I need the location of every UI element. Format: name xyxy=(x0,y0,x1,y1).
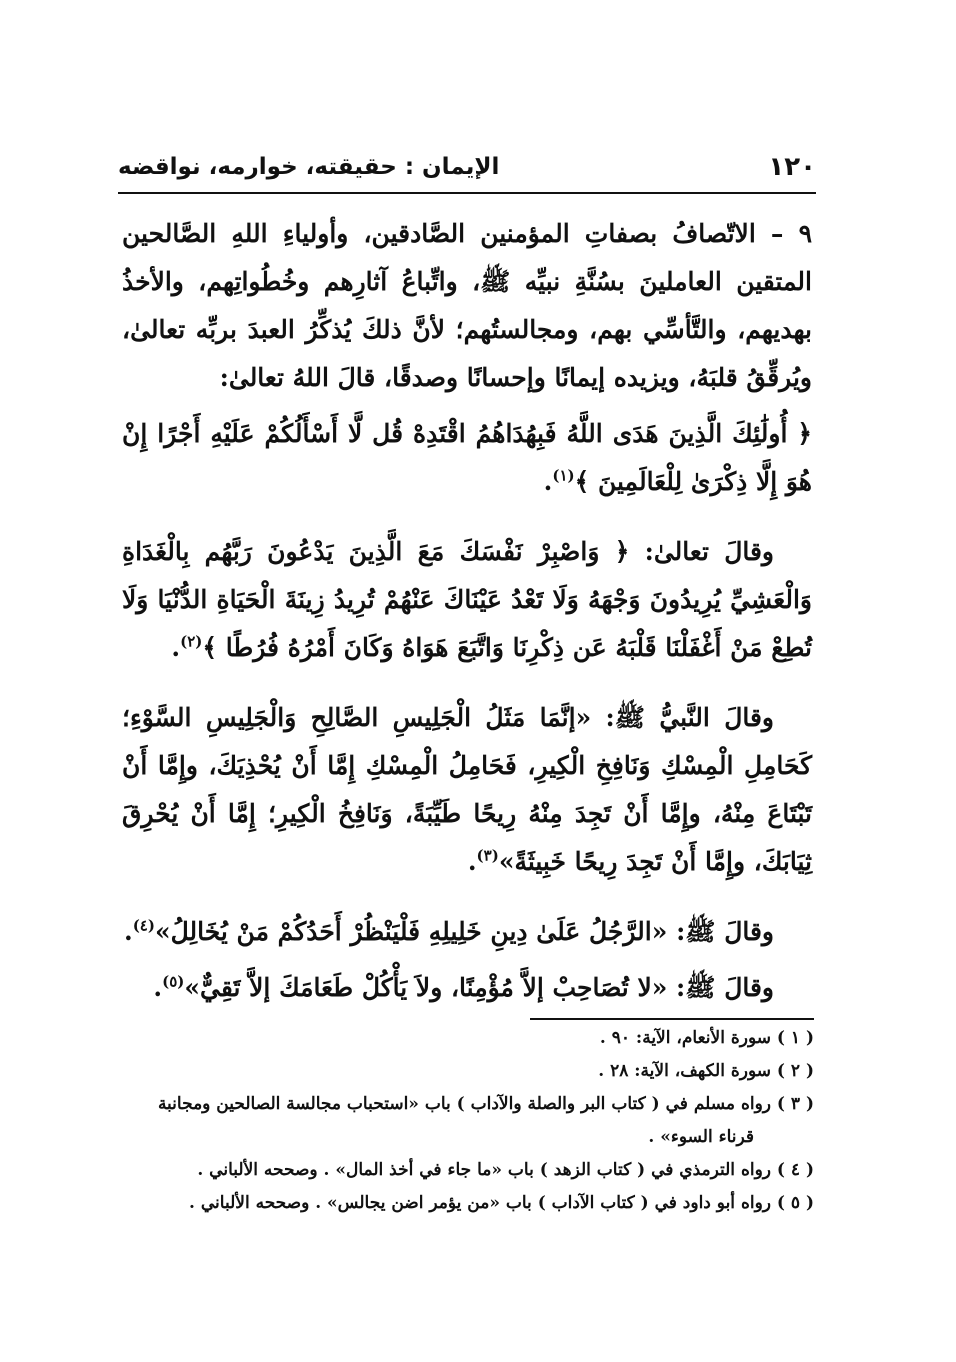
hadith-friend-religion: وقالَ ﷺ: «الرَّجُلُ عَلَىٰ دِينِ خَلِيلِهِ فَلْيَنْظُرْ أَحَدُكُمْ مَنْ يُخَالِلُ»$^{(٤)}$. xyxy=(123,916,774,946)
footnote-ref-5: (٥) xyxy=(162,972,185,991)
ayah-text: ﴿ أُولَٰئِكَ الَّذِينَ هَدَى اللَّهُ فَبِهُدَاهُمُ اقْتَدِهْ قُل لَّا أَسْأَلُكُمْ عَلَيْهِ أَجْرًا إِنْ هُوَ إِلَّا ذِكْرَىٰ لِلْعَالَمِينَ ﴾ xyxy=(122,419,812,496)
footnote-text: سورة الأنعام، الآية: ٩٠ . xyxy=(599,1028,771,1048)
ayah-intro: وقالَ تعالىٰ: xyxy=(629,537,775,566)
hadith-accompany-believer: وقالَ ﷺ: «لا تُصَاحِبْ إلاَّ مُؤْمِنًا، ولاَ يَأْكُلْ طَعَامَكَ إلاَّ تَقِيٌّ»$^{(٥)}$. xyxy=(153,972,774,1002)
footnote-number: ( ٤ ) xyxy=(776,1160,814,1180)
footnote-3 xyxy=(128,1088,814,1154)
hadith-text: وقالَ ﷺ: «الرَّجُلُ عَلَىٰ دِينِ خَلِيلِهِ فَلْيَنْظُرْ أَحَدُكُمْ مَنْ يُخَالِلُ» xyxy=(154,917,774,946)
footnote-ref-3: (٣) xyxy=(476,846,499,865)
page-number: ١٢٠ xyxy=(768,152,816,182)
page-header xyxy=(118,146,816,188)
footnote-ref-2: (٢) xyxy=(180,632,203,651)
footnote-continuation: قرناء السوء» . xyxy=(648,1127,754,1147)
ayah-anam-90: ﴿ أُولَٰئِكَ الَّذِينَ هَدَى اللَّهُ فَبِهُدَاهُمُ اقْتَدِهْ قُل لَّا أَسْأَلُكُمْ عَلَيْهِ أَجْرًا إِنْ هُوَ إِلَّا ذِكْرَىٰ لِلْعَالَمِينَ ﴾$^{(١)}$. xyxy=(122,419,812,496)
footnote-4 xyxy=(128,1154,814,1187)
footnote-ref-1: (١) xyxy=(552,466,575,485)
hadith-good-companion: وقالَ النَّبيُّ ﷺ: «إنَّمَا مَثَلُ الْجَلِيسِ الصَّالِحِ وَالْجَلِيسِ السَّوْءِ؛ كَحَامِلِ الْمِسْكِ وَنَافِخِ الْكِيرِ، فَحَامِلُ الْمِسْكِ إِمَّا أَنْ يُحْذِيَكَ، وإِمَّا أَنْ تَبْتَاعَ مِنْهُ، وإِمَّا أَنْ تَجِدَ مِنْهُ رِيحًا طَيِّبَةً، وَنَافِخُ الْكِيرِ؛ إِمَّا أَنْ يُحْرِقَ ثِيَابَكَ، وإِمَّا أَنْ تَجِدَ رِيحًا خَبِيثَةً»$^{(٣)}$. xyxy=(122,703,812,876)
running-title: الإيمان : حقيقته، خوارمه، نواقضه xyxy=(118,154,500,180)
footnote-2 xyxy=(128,1055,814,1088)
hadith-text: وقالَ ﷺ: «لا تُصَاحِبْ إلاَّ مُؤْمِنًا، ولاَ يَأْكُلْ طَعَامَكَ إلاَّ تَقِيٌّ» xyxy=(184,973,774,1002)
footnotes xyxy=(128,1022,814,1220)
footnote-text: رواه أبو داود في ( كتاب الآداب ) باب «من يؤمر اضن يجالس» . وصححه الألباني . xyxy=(189,1193,771,1213)
ayah-kahf-28: وقالَ تعالىٰ: ﴿ وَاصْبِرْ نَفْسَكَ مَعَ الَّذِينَ يَدْعُونَ رَبَّهُم بِالْغَدَاةِ وَالْعَشِيِّ يُرِيدُونَ وَجْهَهُ وَلَا تَعْدُ عَيْنَاكَ عَنْهُمْ تُرِيدُ زِينَةَ الْحَيَاةِ الدُّنْيَا وَلَا تُطِعْ مَنْ أَغْفَلْنَا قَلْبَهُ عَن ذِكْرِنَا وَاتَّبَعَ هَوَاهُ وَكَانَ أَمْرُهُ فُرُطًا ﴾$^{(٢)}$. xyxy=(122,537,812,662)
point-9-text: ٩ – الاتّصافُ بصفاتِ المؤمنين الصَّادقين، وأولياءِ اللهِ الصَّالحين المتقين العاملينَ بسُنَّةِ نبيِّه ﷺ، واتِّباعُ آثارِهم وخُطُواتِهم، والأخذُ بهديهم، والتَّأسِّي بهم، ومجالستُهم؛ لأنَّ ذلكَ يُذكِّرُ العبدَ بربِّه تعالىٰ، ويُرقِّقُ قلبَهُ، ويزيده إيمانًا وإحسانًا وصدقًا، قالَ اللهُ تعالىٰ: xyxy=(122,219,812,392)
footnote-number: ( ٢ ) xyxy=(776,1061,814,1081)
footnote-text: رواه الترمذي في ( كتاب الزهد ) باب «ما جاء في أخذ المال» . وصححه الألباني . xyxy=(197,1160,771,1180)
main-text xyxy=(122,210,812,1034)
hadith-text: وقالَ النَّبيُّ ﷺ: «إنَّمَا مَثَلُ الْجَلِيسِ الصَّالِحِ وَالْجَلِيسِ السَّوْءِ؛ كَحَامِلِ الْمِسْكِ وَنَافِخِ الْكِيرِ، فَحَامِلُ الْمِسْكِ إِمَّا أَنْ يُحْذِيَكَ، وإِمَّا أَنْ تَبْتَاعَ مِنْهُ، وإِمَّا أَنْ تَجِدَ مِنْهُ رِيحًا طَيِّبَةً، وَنَافِخُ الْكِيرِ؛ إِمَّا أَنْ يُحْرِقَ ثِيَابَكَ، وإِمَّا أَنْ تَجِدَ رِيحًا خَبِيثَةً» xyxy=(122,703,812,876)
footnote-text: سورة الكهف، الآية: ٢٨ . xyxy=(598,1061,771,1081)
footnote-number: ( ١ ) xyxy=(776,1028,814,1048)
footnote-divider xyxy=(530,1018,814,1020)
ayah-text: ﴿ وَاصْبِرْ نَفْسَكَ مَعَ الَّذِينَ يَدْعُونَ رَبَّهُم بِالْغَدَاةِ وَالْعَشِيِّ يُرِيدُونَ وَجْهَهُ وَلَا تَعْدُ عَيْنَاكَ عَنْهُمْ تُرِيدُ زِينَةَ الْحَيَاةِ الدُّنْيَا وَلَا تُطِعْ مَنْ أَغْفَلْنَا قَلْبَهُ عَن ذِكْرِنَا وَاتَّبَعَ هَوَاهُ وَكَانَ أَمْرُهُ فُرُطًا ﴾ xyxy=(122,537,812,662)
header-divider xyxy=(118,192,816,194)
footnote-ref-4: (٤) xyxy=(132,916,155,935)
footnote-1 xyxy=(128,1022,814,1055)
footnote-number: ( ٣ ) xyxy=(776,1094,814,1114)
footnote-text: رواه مسلم في ( كتاب البر والصلة والآداب ) باب «استحباب مجالسة الصالحين ومجانبة xyxy=(157,1094,771,1114)
paragraph-point-9 xyxy=(122,210,812,402)
footnote-5 xyxy=(128,1187,814,1220)
footnote-number: ( ٥ ) xyxy=(776,1193,814,1213)
